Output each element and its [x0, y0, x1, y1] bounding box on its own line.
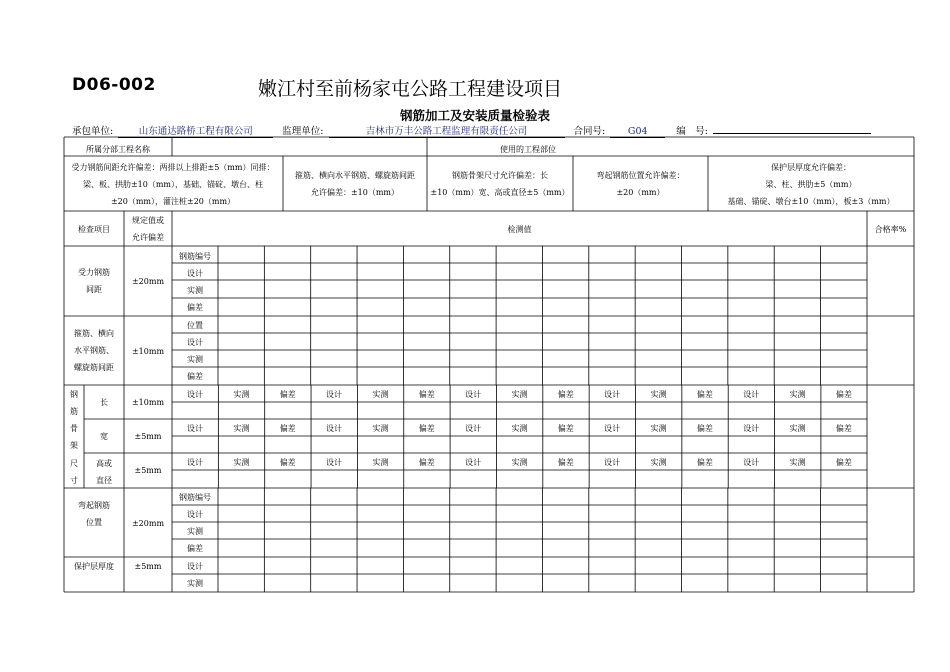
cage-measure-label: 偏差 [696, 424, 713, 433]
cage-measure-label: 实测 [789, 424, 806, 433]
contract-label: 合同号: [573, 126, 606, 137]
cage-measure-label: 偏差 [557, 458, 574, 467]
cage-measure-label: 实测 [511, 458, 528, 467]
cage-measure-label: 设计 [465, 390, 482, 399]
cage-measure-label: 设计 [465, 458, 482, 467]
label-measured: 实测 [187, 355, 203, 364]
tol-bent-bar-position: ±20mm [131, 519, 165, 528]
label-deviation: 偏差 [187, 372, 203, 381]
project-title: 嫩江村至前杨家屯公路工程建设项目 [258, 78, 563, 100]
cage-measure-label: 偏差 [279, 390, 296, 399]
label-deviation: 偏差 [187, 303, 203, 312]
col-check-item: 检查项目 [78, 225, 110, 234]
item-cage-dimensions-3: 尺 寸 [70, 459, 78, 485]
label-measured: 实测 [187, 527, 203, 536]
item-bent-bar-position: 弯起钢筋 位置 [78, 501, 110, 527]
col-measured: 检测值 [507, 225, 532, 234]
cage-measure-label: 偏差 [557, 424, 574, 433]
tol-cover-thickness: ±5mm [134, 562, 162, 571]
cage-measure-label: 偏差 [418, 424, 435, 433]
cage-measure-label: 设计 [743, 390, 760, 399]
cage-measure-label: 设计 [465, 424, 482, 433]
cage-measure-label: 实测 [233, 390, 250, 399]
form-code: D06-002 [72, 75, 156, 95]
cage-measure-label: 设计 [743, 424, 760, 433]
cage-measure-label: 偏差 [835, 458, 852, 467]
cage-measure-label: 偏差 [835, 390, 852, 399]
label-deviation: 偏差 [187, 544, 203, 553]
label-design: 设计 [187, 269, 203, 278]
cage-measure-label: 实测 [650, 424, 667, 433]
cage-measure-label: 设计 [604, 390, 621, 399]
cage-measure-label: 偏差 [418, 458, 435, 467]
cage-measure-label: 设计 [326, 458, 343, 467]
contractor-field[interactable]: 山东通达路桥工程有限公司 [118, 123, 273, 138]
contract-field[interactable]: G04 [610, 126, 665, 138]
tol-cage-height: ±5mm [134, 466, 162, 475]
cage-measure-label: 偏差 [835, 424, 852, 433]
item-cage-dimensions: 钢 筋 [70, 390, 78, 416]
label-design: 设计 [187, 562, 203, 571]
cage-measure-label: 偏差 [696, 390, 713, 399]
label-measured: 实测 [187, 579, 203, 588]
cage-measure-label: 设计 [604, 424, 621, 433]
label-bar-no: 钢筋编号 [179, 493, 211, 502]
tolerance-cage: 钢筋骨架尺寸允许偏差：长 ±10（mm）宽、高或直径±5（mm） [430, 171, 570, 197]
cage-measure-label: 实测 [511, 424, 528, 433]
cage-measure-label: 设计 [743, 458, 760, 467]
cage-measure-label: 偏差 [279, 458, 296, 467]
item-cover-thickness: 保护层厚度 [74, 562, 114, 571]
label-measured: 实测 [187, 286, 203, 295]
label-bar-no: 钢筋编号 [179, 252, 211, 261]
cage-measure-label: 偏差 [696, 458, 713, 467]
cage-measure-label: 实测 [372, 458, 389, 467]
cage-measure-label: 设计 [187, 390, 203, 399]
tol-main-bar-spacing: ±20mm [131, 277, 165, 286]
subproject-name-label: 所属分部工程名称 [86, 145, 150, 154]
cage-measure-label: 实测 [233, 424, 250, 433]
col-pass-rate: 合格率% [874, 225, 907, 234]
item-main-bar-spacing: 受力钢筋 间距 [78, 268, 110, 294]
item-cage-dimensions-2: 骨 架 [70, 424, 78, 450]
cage-measure-label: 实测 [372, 390, 389, 399]
tol-cage-width: ±5mm [134, 432, 162, 441]
tolerance-bent-bars: 弯起钢筋位置允许偏差： ±20（mm） [596, 171, 685, 197]
work-position-label: 使用的工程部位 [500, 145, 556, 154]
label-design: 设计 [187, 510, 203, 519]
label-design: 设计 [187, 338, 203, 347]
cage-measure-label: 实测 [233, 458, 250, 467]
label-position: 位置 [187, 321, 203, 330]
tolerance-main-bars: 受力钢筋间距允许偏差：两排以上排距±5（mm）同排： 梁、板、拱肋±10（mm），基础、锚碇、墩台、柱 ±20（mm），灌注桩±20（mm） [71, 163, 275, 206]
cage-measure-label: 偏差 [557, 390, 574, 399]
form-title: 钢筋加工及安装质量检验表 [399, 108, 550, 123]
cage-measure-label: 设计 [187, 424, 203, 433]
cage-length: 长 [100, 398, 108, 407]
cage-measure-label: 实测 [372, 424, 389, 433]
col-spec: 规定值或 允许偏差 [132, 216, 164, 242]
tol-stirrup-spacing: ±10mm [131, 347, 165, 356]
cage-measure-label: 设计 [604, 458, 621, 467]
supervisor-label: 监理单位: [282, 126, 324, 137]
cage-measure-label: 实测 [650, 390, 667, 399]
number-label: 编 号: [676, 126, 708, 137]
cage-measure-label: 实测 [511, 390, 528, 399]
cage-measure-label: 设计 [326, 424, 343, 433]
cage-measure-label: 实测 [789, 390, 806, 399]
tolerance-stirrups: 箍筋、横向水平钢筋、螺旋筋间距 允许偏差：±10（mm） [295, 171, 415, 197]
cage-measure-label: 实测 [789, 458, 806, 467]
contractor-label: 承包单位: [72, 126, 114, 137]
cage-measure-label: 实测 [650, 458, 667, 467]
cage-measure-label: 设计 [187, 458, 203, 467]
tolerance-cover: 保护层厚度允许偏差： 梁、柱、拱肋±5（mm） 基础、锚碇、墩台±10（mm），板±3（mm） [727, 163, 895, 206]
cage-height: 高或 直径 [96, 459, 112, 485]
cage-measure-label: 偏差 [279, 424, 296, 433]
cage-measure-label: 偏差 [418, 390, 435, 399]
supervisor-field[interactable]: 吉林市万丰公路工程监理有限责任公司 [329, 123, 565, 138]
cage-width: 宽 [100, 432, 108, 441]
cage-measure-label: 设计 [326, 390, 343, 399]
item-stirrup-spacing: 箍筋、横向 水平钢筋、 螺旋筋间距 [74, 329, 114, 372]
tol-cage-length: ±10mm [131, 398, 165, 407]
